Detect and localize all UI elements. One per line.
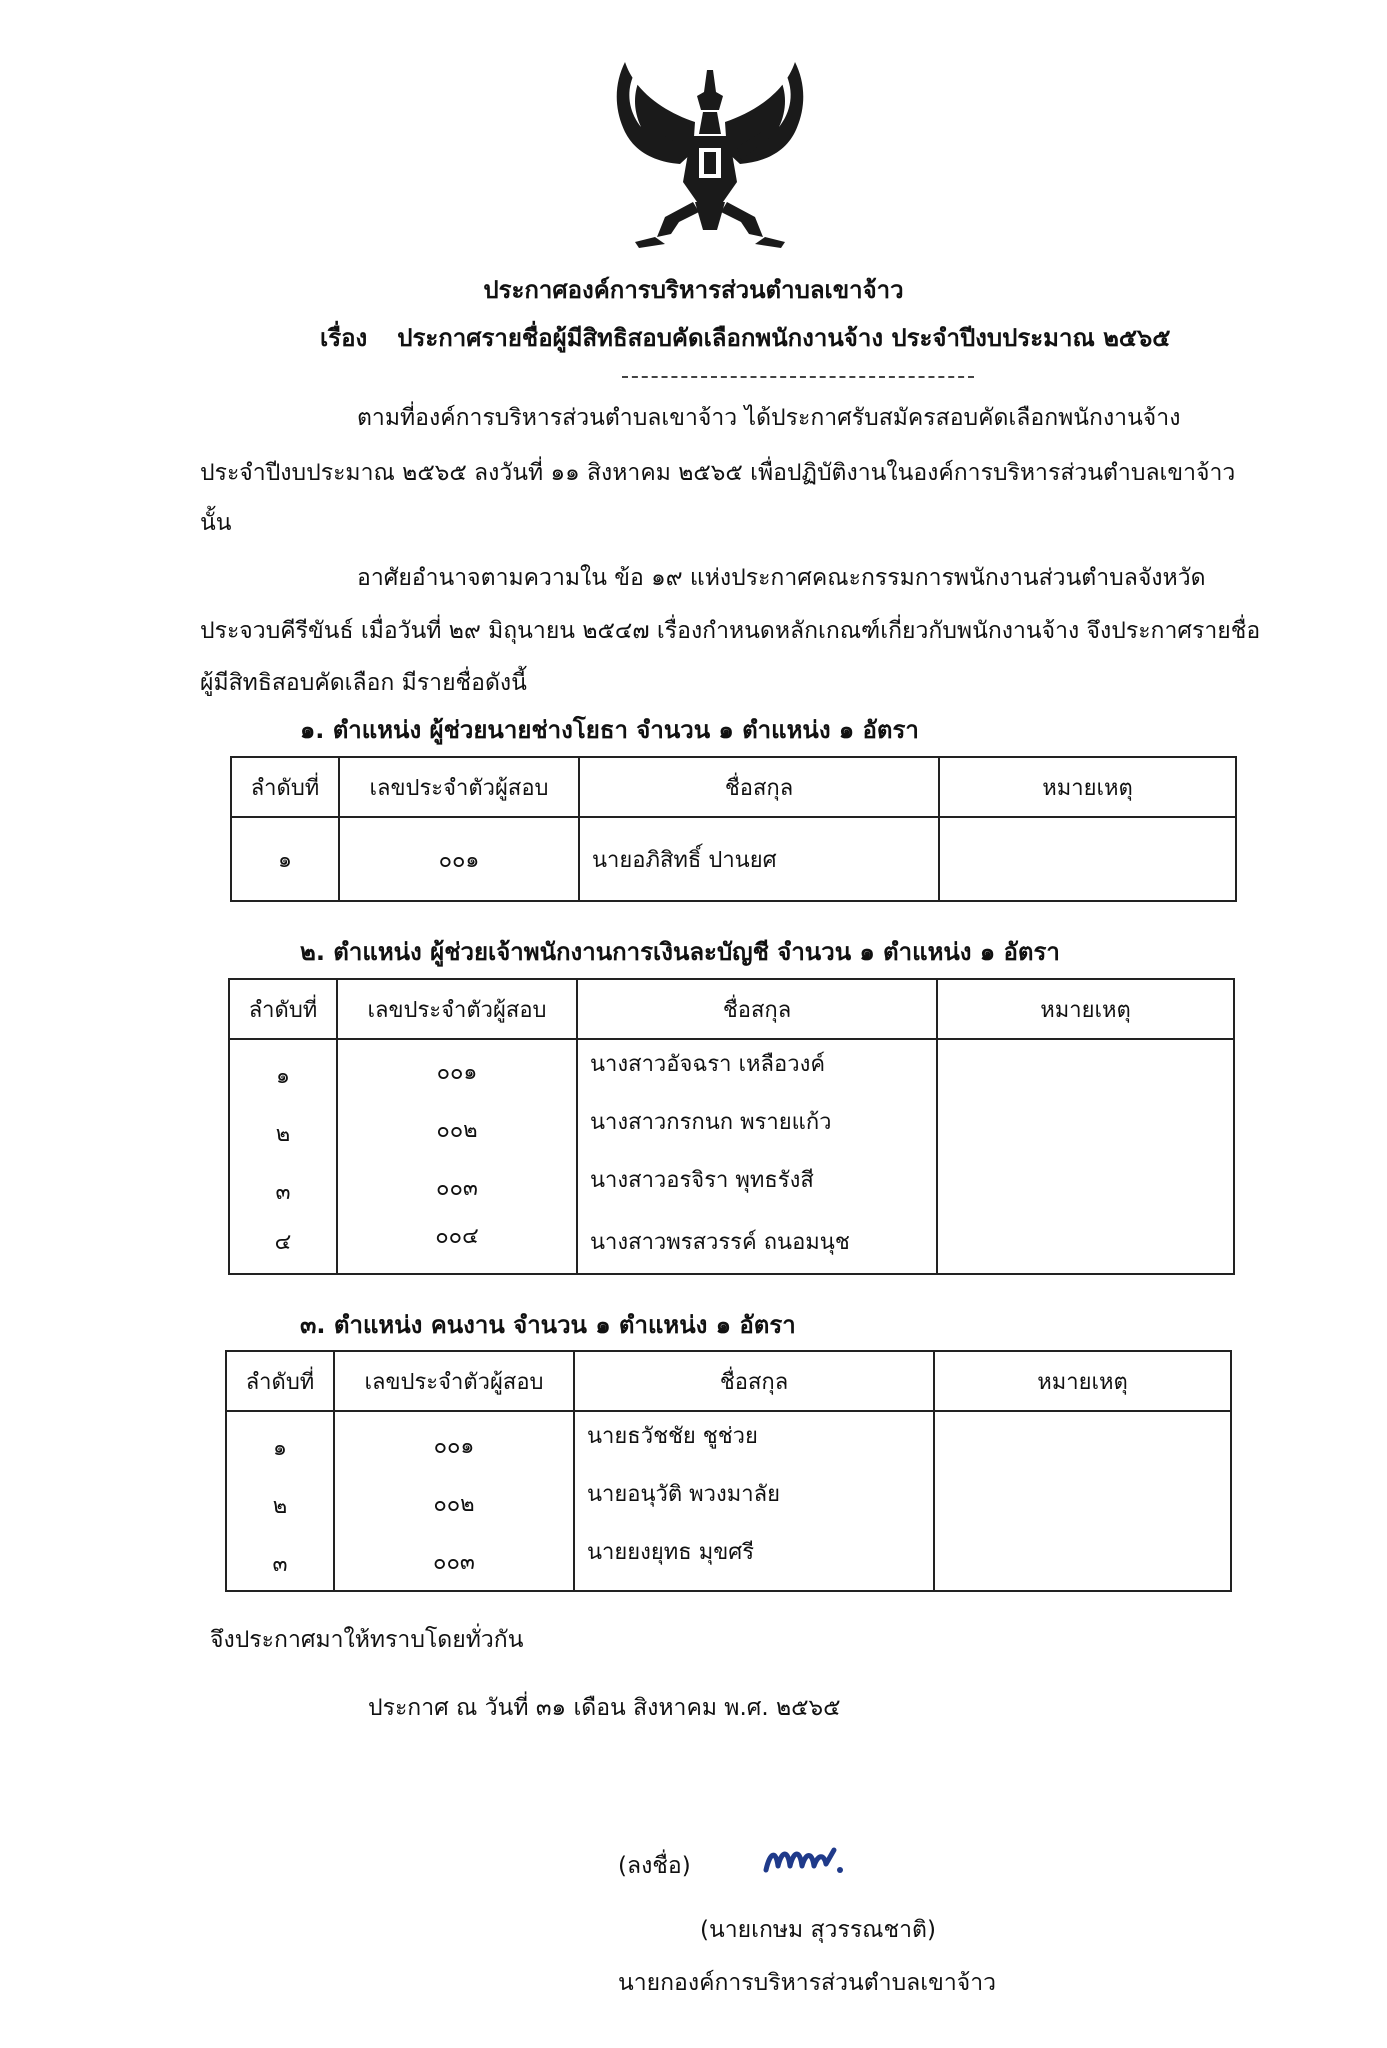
remark-column xyxy=(934,1411,1231,1591)
no-column xyxy=(229,1039,337,1274)
header-remark: หมายเหตุ xyxy=(937,979,1234,1039)
signature-label: (ลงชื่อ) xyxy=(618,1853,691,1879)
row-exam-id: ๐๐๒ xyxy=(433,1492,475,1517)
table-header-row xyxy=(226,1351,1231,1411)
section-1-table xyxy=(230,756,1237,902)
header-name: ชื่อสกุล xyxy=(577,979,937,1039)
name-column xyxy=(574,1411,934,1591)
title-divider xyxy=(622,376,974,378)
row-no: ๑ xyxy=(231,817,339,901)
closing-text: จึงประกาศมาให้ทราบโดยทั่วกัน xyxy=(210,1627,524,1653)
table-body xyxy=(229,1039,1234,1274)
signer-position: นายกองค์การบริหารส่วนตำบลเขาจ้าว xyxy=(618,1970,997,1996)
row-exam-id: ๐๐๑ xyxy=(436,1060,478,1085)
header-remark: หมายเหตุ xyxy=(934,1351,1231,1411)
header-remark: หมายเหตุ xyxy=(939,757,1236,817)
row-name: นายอภิสิทธิ์ ปานยศ xyxy=(579,817,939,901)
row-name: นางสาวอรจิรา พุทธรังสี xyxy=(590,1168,814,1193)
table-row xyxy=(231,817,1236,901)
row-exam-id: ๐๐๓ xyxy=(436,1176,478,1201)
section-3-heading: ๓. ตำแหน่ง คนงาน จำนวน ๑ ตำแหน่ง ๑ อัตรา xyxy=(300,1311,796,1339)
paragraph-2-line-3: ผู้มีสิทธิสอบคัดเลือก มีรายชื่อดังนี้ xyxy=(200,670,527,696)
row-no: ๑ xyxy=(276,1064,290,1089)
row-exam-id: ๐๐๔ xyxy=(435,1224,479,1249)
row-no: ๓ xyxy=(275,1180,291,1205)
row-exam-id: ๐๐๑ xyxy=(339,817,579,901)
section-3-table xyxy=(225,1350,1232,1592)
paragraph-1-line-3: นั้น xyxy=(200,510,232,536)
row-name: นายธวัชชัย ชูช่วย xyxy=(587,1424,758,1449)
no-column xyxy=(226,1411,334,1591)
row-name: นายอนุวัติ พวงมาลัย xyxy=(587,1482,780,1507)
row-name: นางสาวอัจฉรา เหลือวงค์ xyxy=(590,1052,826,1077)
remark-column xyxy=(937,1039,1234,1274)
row-remark xyxy=(939,817,1236,901)
row-exam-id: ๐๐๑ xyxy=(433,1434,475,1459)
header-exam-id: เลขประจำตัวผู้สอบ xyxy=(337,979,577,1039)
row-name: นางสาวกรกนก พรายแก้ว xyxy=(590,1110,832,1135)
row-exam-id: ๐๐๓ xyxy=(433,1550,475,1575)
paragraph-1-line-2: ประจำปีงบประมาณ ๒๕๖๕ ลงวันที่ ๑๑ สิงหาคม ๒๕๖๕ เพื่อปฏิบัติงานในองค์การบริหารส่วนตำบลเขาจ้าว xyxy=(200,460,1236,486)
row-name: นายยงยุทธ มุขศรี xyxy=(587,1540,755,1565)
row-name: นางสาวพรสวรรค์ ถนอมนุช xyxy=(590,1230,850,1255)
paragraph-2-line-1: อาศัยอำนาจตามความใน ข้อ ๑๙ แห่งประกาศคณะกรรมการพนักงานส่วนตำบลจังหวัด xyxy=(357,565,1206,591)
table-body xyxy=(226,1411,1231,1591)
paragraph-1-line-1: ตามที่องค์การบริหารส่วนตำบลเขาจ้าว ได้ประกาศรับสมัครสอบคัดเลือกพนักงานจ้าง xyxy=(357,405,1181,431)
header-no: ลำดับที่ xyxy=(231,757,339,817)
subject-text: ประกาศรายชื่อผู้มีสิทธิสอบคัดเลือกพนักงานจ้าง ประจำปีงบประมาณ ๒๕๖๕ xyxy=(397,324,1171,352)
header-no: ลำดับที่ xyxy=(226,1351,334,1411)
row-no: ๔ xyxy=(274,1230,292,1255)
subject-label: เรื่อง xyxy=(320,324,368,352)
section-2-table xyxy=(228,978,1235,1275)
table-header-row xyxy=(229,979,1234,1039)
paragraph-2-line-2: ประจวบคีรีขันธ์ เมื่อวันที่ ๒๙ มิถุนายน ๒๕๔๗ เรื่องกำหนดหลักเกณฑ์เกี่ยวกับพนักงานจ้าง จึงประกาศรายชื่อ xyxy=(200,618,1261,644)
row-no: ๓ xyxy=(272,1552,288,1577)
header-exam-id: เลขประจำตัวผู้สอบ xyxy=(334,1351,574,1411)
exam-id-column xyxy=(334,1411,574,1591)
announcement-subject xyxy=(320,318,1170,357)
table-header-row xyxy=(231,757,1236,817)
row-no: ๒ xyxy=(275,1122,291,1147)
header-name: ชื่อสกุล xyxy=(574,1351,934,1411)
signature-mark xyxy=(760,1842,880,1882)
name-column xyxy=(577,1039,937,1274)
row-exam-id: ๐๐๒ xyxy=(436,1118,478,1143)
header-no: ลำดับที่ xyxy=(229,979,337,1039)
signer-name: (นายเกษม สุวรรณชาติ) xyxy=(700,1917,936,1943)
header-exam-id: เลขประจำตัวผู้สอบ xyxy=(339,757,579,817)
row-no: ๒ xyxy=(272,1494,288,1519)
section-1-heading: ๑. ตำแหน่ง ผู้ช่วยนายช่างโยธา จำนวน ๑ ตำแหน่ง ๑ อัตรา xyxy=(300,716,919,744)
announcement-title: ประกาศองค์การบริหารส่วนตำบลเขาจ้าว xyxy=(483,276,904,304)
garuda-emblem-icon xyxy=(595,52,825,262)
header-name: ชื่อสกุล xyxy=(579,757,939,817)
exam-id-column xyxy=(337,1039,577,1274)
row-no: ๑ xyxy=(273,1436,287,1461)
section-2-heading: ๒. ตำแหน่ง ผู้ช่วยเจ้าพนักงานการเงินละบัญชี จำนวน ๑ ตำแหน่ง ๑ อัตรา xyxy=(300,938,1060,966)
announcement-date: ประกาศ ณ วันที่ ๓๑ เดือน สิงหาคม พ.ศ. ๒๕๖๕ xyxy=(368,1695,841,1721)
